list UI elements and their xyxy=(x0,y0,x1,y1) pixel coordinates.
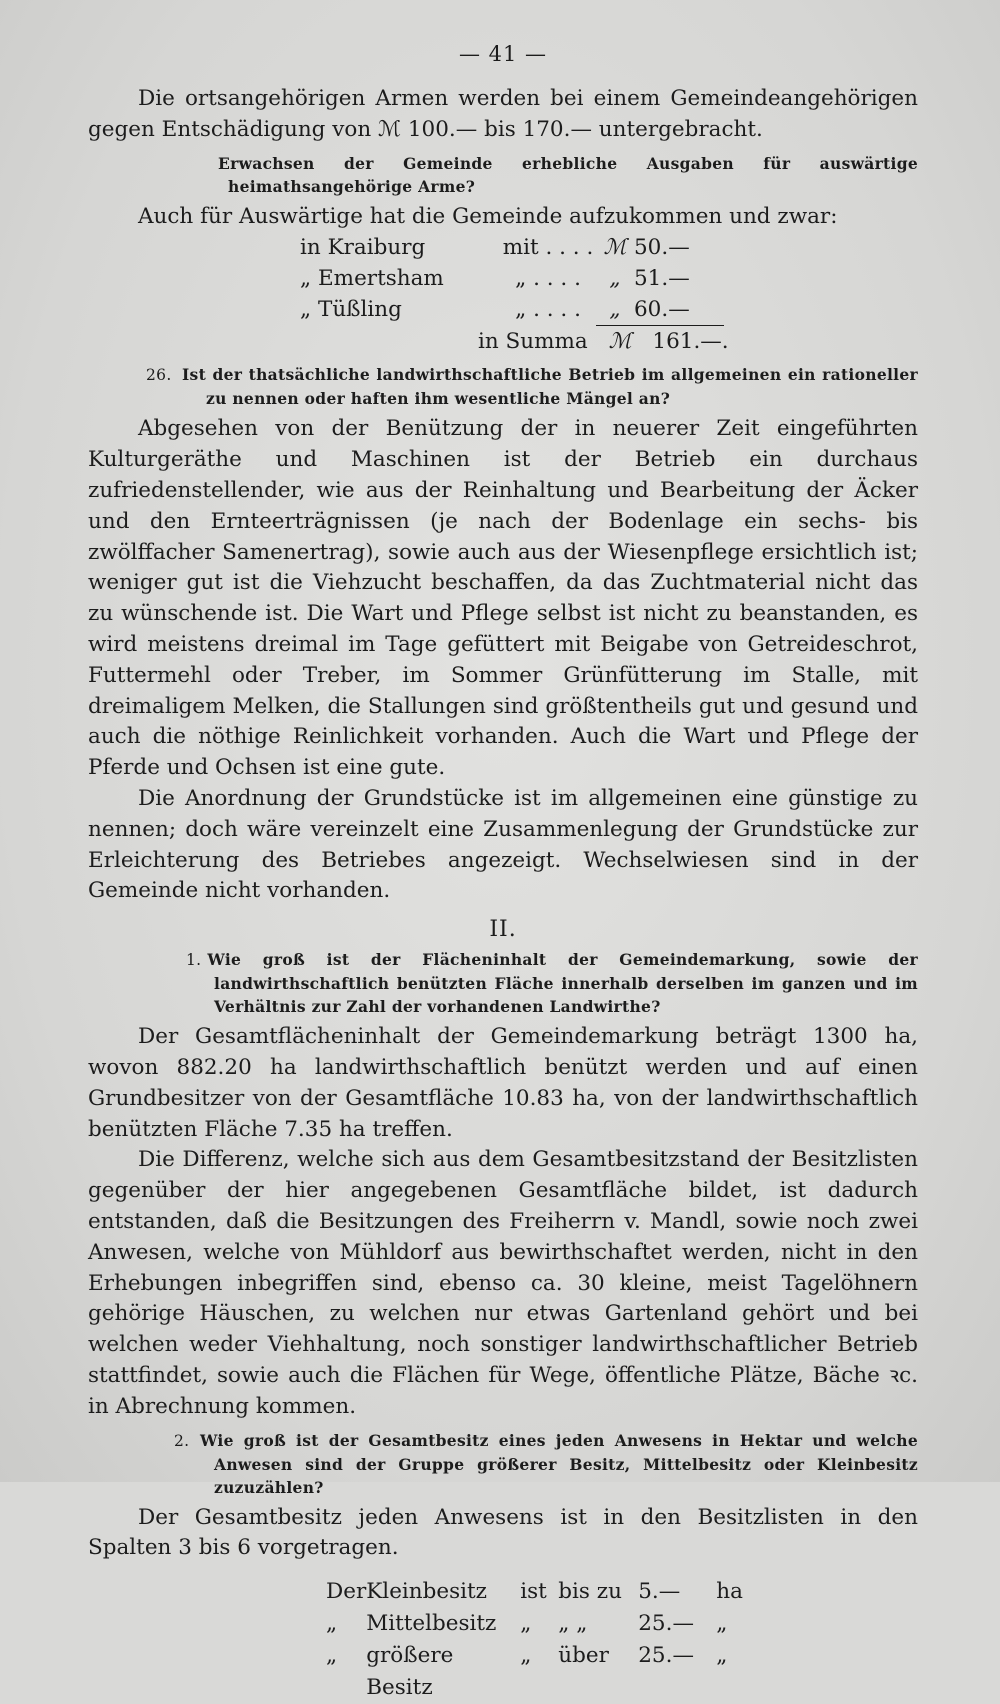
size-category: größere Besitz xyxy=(366,1643,454,1701)
page-number: — 41 — xyxy=(458,42,548,66)
expense-currency: „ xyxy=(609,266,621,292)
expense-place: in Kraiburg xyxy=(300,235,426,261)
size-prep: bis zu xyxy=(558,1579,622,1605)
size-verb: ist xyxy=(520,1579,547,1605)
size-verb: „ xyxy=(520,1611,532,1637)
size-lead: „ xyxy=(326,1611,338,1637)
intro-paragraph: Die ortsangehörigen Armen werden bei einem Gemeindeangehörigen gegen Entschädigung von ℳ 100.— bis 170.— untergebracht. xyxy=(88,86,918,142)
section-heading: II. xyxy=(489,917,517,943)
expense-row xyxy=(300,263,724,294)
size-category: Mittelbesitz xyxy=(366,1611,497,1637)
size-verb: „ xyxy=(520,1643,532,1669)
section-question-1 xyxy=(88,948,918,1018)
size-class-row xyxy=(326,1576,756,1608)
size-value: 25.— xyxy=(638,1611,694,1637)
total-amount: 161.—. xyxy=(652,329,729,355)
size-prep: „ „ xyxy=(558,1611,588,1637)
section-answer-paragraph: Die Differenz, welche sich aus dem Gesamtbesitzstand der Besitzlisten gegenüber der hier angegebenen Gesamtfläche bildet, ist dadurch entstanden, daß die Besitzungen des Freiherrn v. Mandl, sowie noch zwei Anwesen, welche von Mühldorf aus bewirthschaftet werden, nicht in den Erhebungen inbegriffen sind, ebenso ca. 30 kleine, meist Tagelöhnern gehörige Häuschen, zu welchen nur etwas Gartenland gehört und bei welchen weder Viehhaltung, noch sonstiger landwirthschaftlicher Betrieb stattfindet, sowie auch die Flächen für Wege, öffentliche Plätze, Bäche ꝛc. in Abrechnung kommen. xyxy=(88,1147,918,1419)
expense-row xyxy=(300,232,724,263)
total-label: in Summa xyxy=(478,329,588,355)
expense-amount: 60.— xyxy=(634,294,724,326)
expense-amount: 51.— xyxy=(634,266,690,292)
expense-place: „ Emertsham xyxy=(300,266,444,292)
size-prep: über xyxy=(558,1643,609,1669)
size-value: 5.— xyxy=(638,1579,681,1605)
expense-sep: „ . . . . xyxy=(515,297,581,323)
expense-currency: ℳ xyxy=(603,235,627,261)
expenses-total xyxy=(478,326,918,357)
section-question-2: 2. Wie groß ist der Gesamtbesitz eines jeden Anwesens in Hektar und welche Anwesen sind der Gruppe größerer Besitz, Mittelbesitz oder Kleinbesitz zuzuzählen? xyxy=(174,1430,918,1497)
size-category: Kleinbesitz xyxy=(366,1579,487,1605)
answer-25: Auch für Auswärtige hat die Gemeinde aufzukommen und zwar: xyxy=(138,203,838,229)
section-answer-paragraph: Der Gesamtbesitz jeden Anwesens ist in den Besitzlisten in den Spalten 3 bis 6 vorgetragen. xyxy=(88,1504,918,1561)
question-number: 1. xyxy=(186,951,202,970)
size-class-row xyxy=(326,1640,756,1704)
expense-currency: „ xyxy=(596,294,634,326)
answer-26-paragraph: Die Anordnung der Grundstücke ist im allgemeinen eine günstige zu nennen; doch wäre vereinzelt eine Zusammenlegung der Grundstücke zur Erleichterung des Betriebes angezeigt. Wechselwiesen sind in der Gemeinde nicht vorhanden. xyxy=(88,785,918,904)
question-25: Erwachsen der Gemeinde erhebliche Ausgaben für auswärtige heimathsangehörige Arme? xyxy=(218,153,918,196)
question-text: Ist der thatsächliche landwirthschaftliche Betrieb im allgemeinen ein rationeller zu nennen oder haften ihm wesentliche Mängel an? xyxy=(182,365,918,409)
expense-place: „ Tüßling xyxy=(300,297,402,323)
size-class-row xyxy=(326,1608,756,1640)
section-answer-paragraph: Der Gesamtflächeninhalt der Gemeindemarkung beträgt 1300 ha, wovon 882.20 ha landwirthschaftlich benützt werden und auf einen Grundbesitzer von der Gesamtfläche 10.83 ha, von der landwirthschaftlich benützten Fläche 7.35 ha treffen. xyxy=(88,1024,918,1142)
total-currency: ℳ xyxy=(608,329,632,355)
question-text: Wie groß ist der Flächeninhalt der Gemeindemarkung, sowie der landwirthschaftlich benützten Fläche innerhalb derselben im ganzen und im Verhältnis zur Zahl der vorhandenen Landwirthe? xyxy=(207,950,918,1017)
expense-row xyxy=(300,294,724,326)
expense-sep: „ . . . . xyxy=(515,266,581,292)
question-26: 26. Ist der thatsächliche landwirthschaftliche Betrieb im allgemeinen ein rationeller zu nennen oder haften ihm wesentliche Mängel an? xyxy=(146,365,918,409)
expense-amount: 50.— xyxy=(634,235,690,261)
expenses-table xyxy=(300,232,724,326)
size-classes-table xyxy=(326,1576,756,1704)
size-unit: „ xyxy=(716,1611,728,1637)
size-value: 25.— xyxy=(638,1643,694,1669)
size-lead: Der xyxy=(326,1579,367,1605)
expense-sep: mit . . . . xyxy=(502,235,594,261)
size-unit: ha xyxy=(716,1579,743,1605)
answer-26-paragraph: Abgesehen von der Benützung der in neuerer Zeit eingeführten Kulturgeräthe und Maschinen ist der Betrieb ein durchaus zufriedenstellender, wie aus der Reinhaltung und Bearbeitung der Äcker und den Ernteerträgnissen (je nach der Bodenlage ein sechs- bis zwölffacher Samenertrag), sowie auch aus der Wiesenpflege ersichtlich ist; weniger gut ist die Viehzucht beschaffen, da das Zuchtmaterial nicht das zu wünschende ist. Die Wart und Pflege selbst ist nicht zu beanstanden, es wird meistens dreimal im Tage gefüttert mit Beigabe von Getreideschrot, Futtermehl oder Treber, im Sommer Grünfütterung im Stalle, mit dreimaligem Melken, die Stallungen sind größtentheils gut und gesund und auch die nöthige Reinlichkeit vorhanden. Auch die Wart und Pflege der Pferde und Ochsen ist eine gute. xyxy=(88,416,918,781)
question-text: Wie groß ist der Gesamtbesitz eines jeden Anwesens in Hektar und welche Anwesen sind der Gruppe größerer Besitz, Mittelbesitz oder Kleinbesitz zuzuzählen? xyxy=(200,1430,918,1497)
size-unit: „ xyxy=(716,1643,728,1669)
size-lead: „ xyxy=(326,1643,338,1669)
